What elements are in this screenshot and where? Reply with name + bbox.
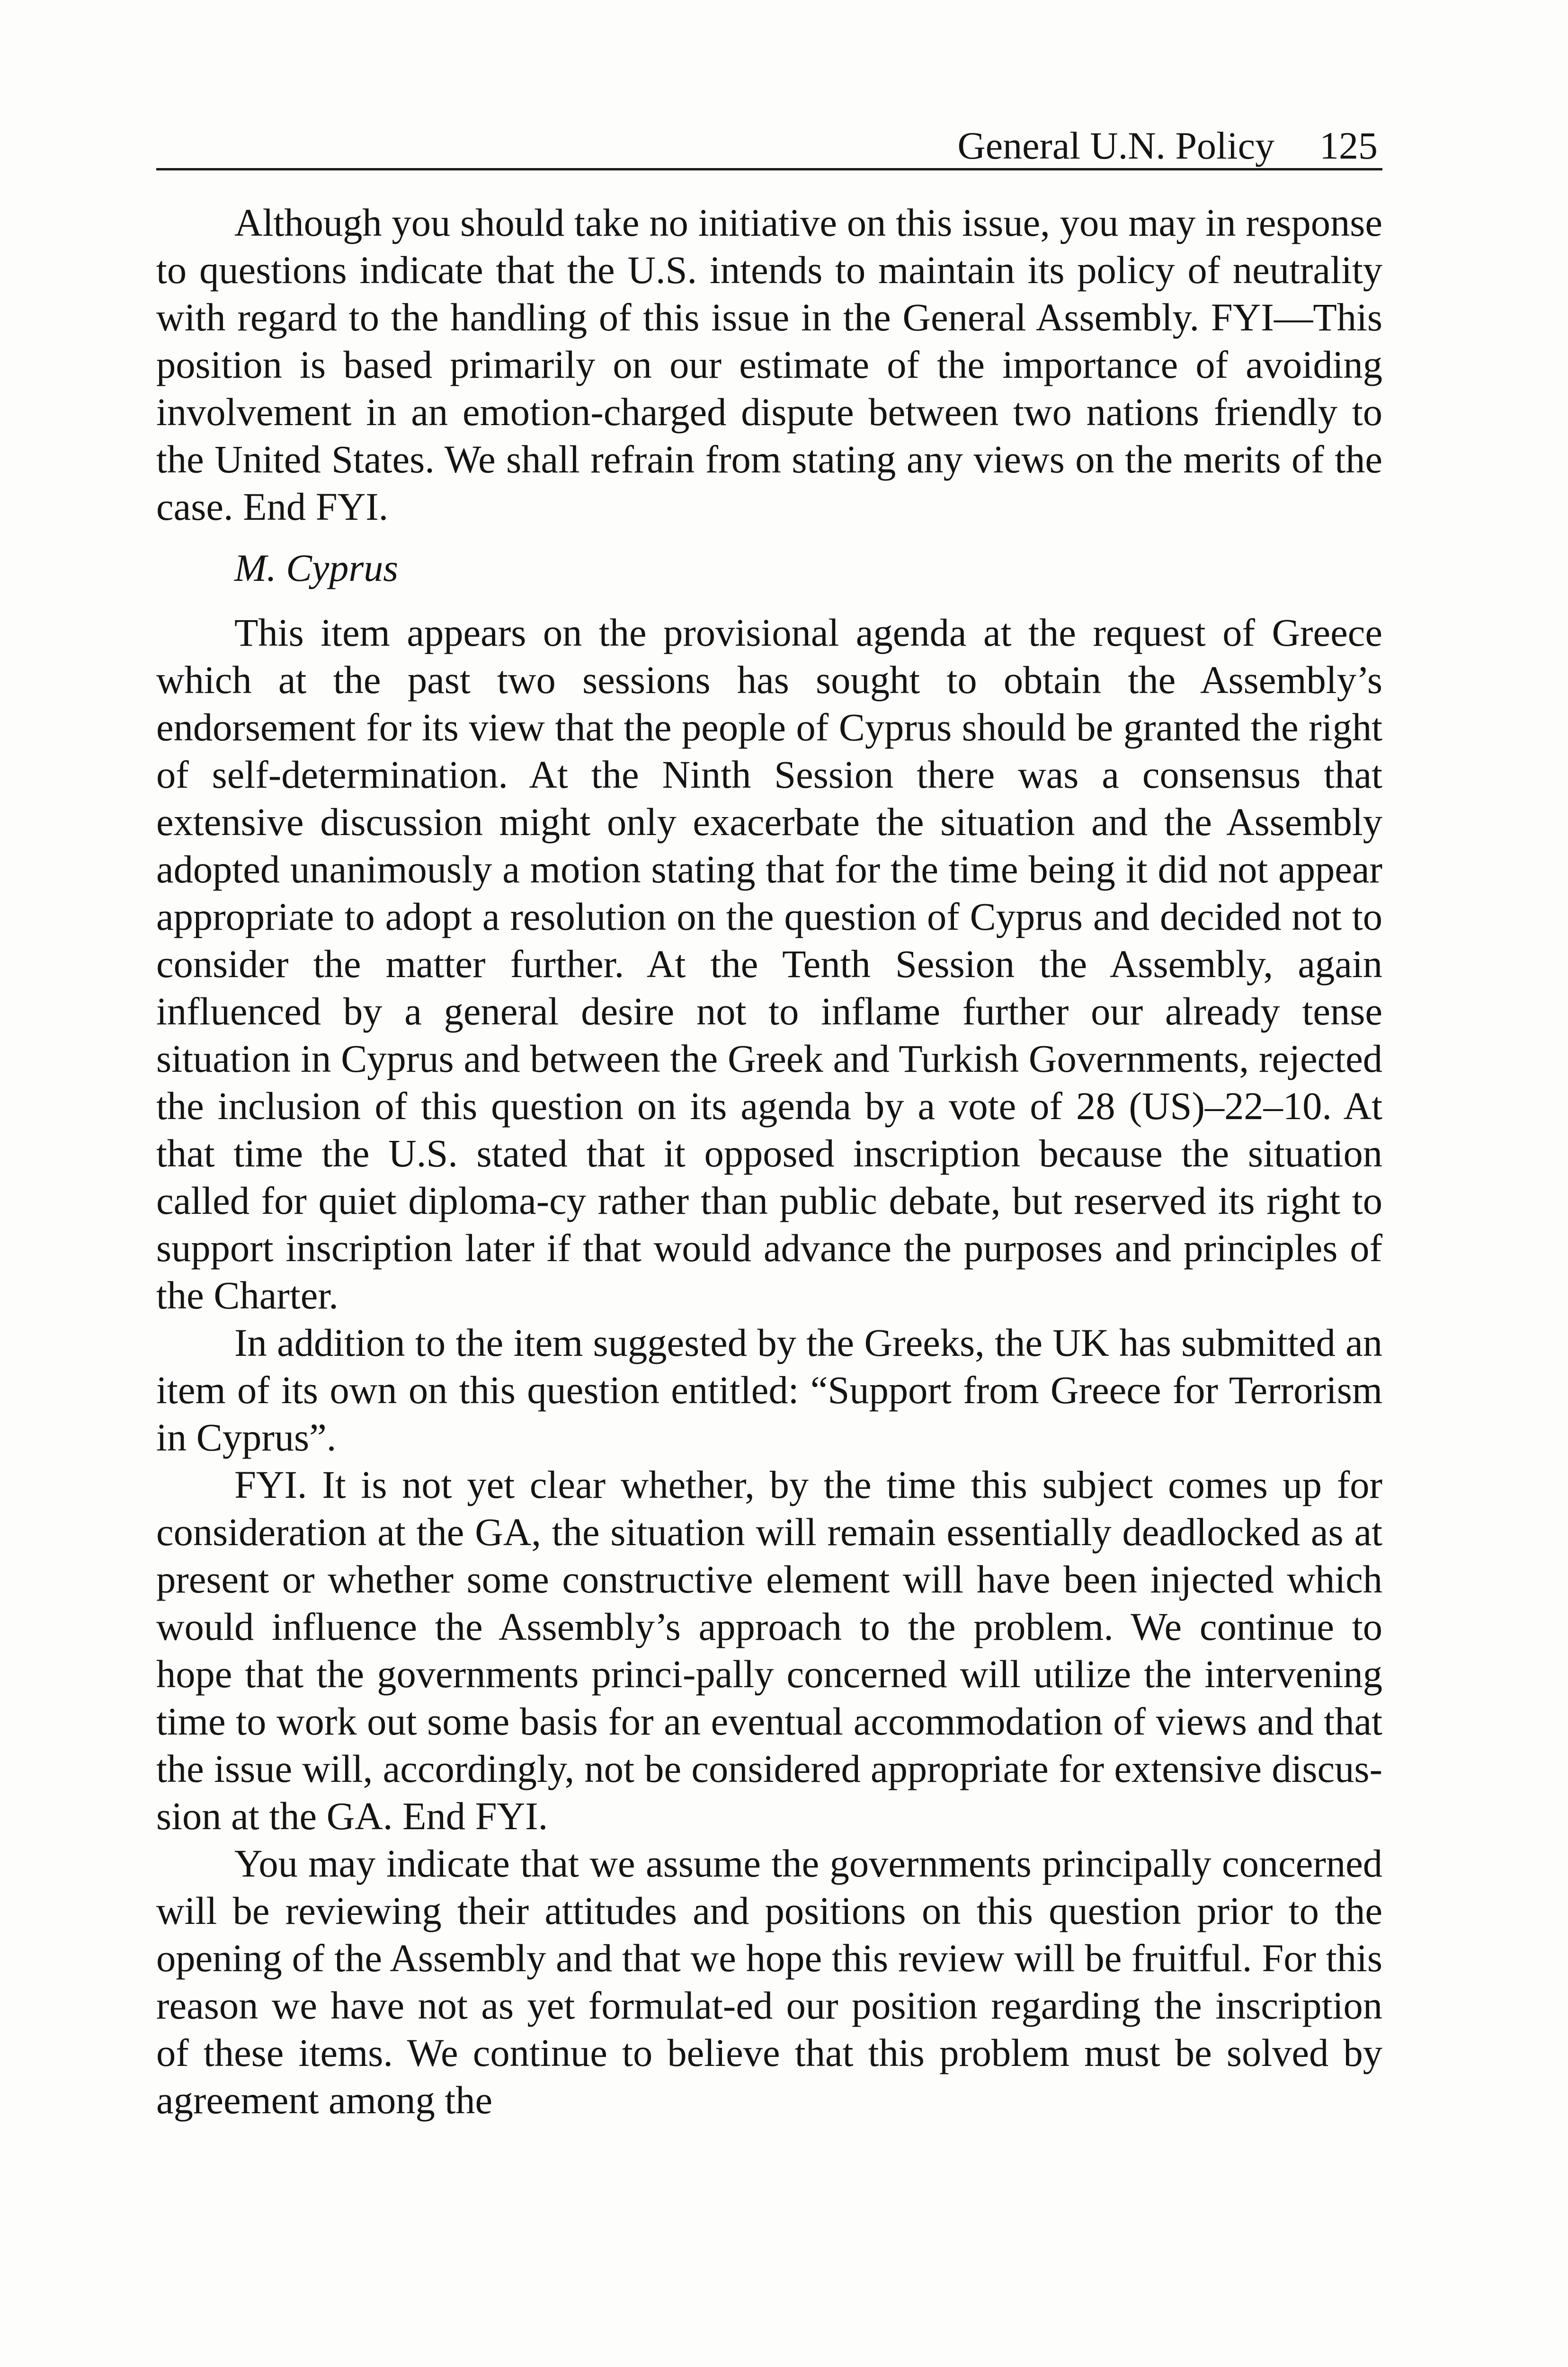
paragraph-fyi: FYI. It is not yet clear whether, by the time this subject comes up for consideration at the GA, the situation will remain essentially deadlocked as at present or whether some constructive element will have been injected which would influence the Assembly’s approach to the problem. We continue to hope that the governments princi-pally concerned will utilize the intervening time to work out some basis for an eventual accommodation of views and that the issue will, accordingly, not be considered appropriate for extensive discus-sion at the GA. End FYI. xyxy=(156,1463,1382,1838)
paragraph-neutrality: Although you should take no initiative on this issue, you may in response to questions indicate that the U.S. intends to maintain its policy of neutrality with regard to the handling of this issue in the General Assembly. FYI—This position is based primarily on our estimate of the importance of avoiding involvement in an emotion-charged dispute between two nations friendly to the United States. We shall refrain from stating any views on the merits of the case. End FYI. xyxy=(156,201,1382,528)
section-heading-cyprus: M. Cyprus xyxy=(234,546,399,589)
running-header xyxy=(156,118,1382,170)
body-text xyxy=(156,199,1382,2124)
paragraph-uk-item: In addition to the item suggested by the Greeks, the UK has submitted an item of its own on this question entitled: “Support from Greece for Terrorism in Cyprus”. xyxy=(156,1321,1382,1459)
paragraph-position: You may indicate that we assume the governments principally concerned will be reviewing their attitudes and positions on this question prior to the opening of the Assembly and that we hope this review will be fruitful. For this reason we have not as yet formulat-ed our position regarding the inscription of these items. We continue to believe that this problem must be solved by agreement among the xyxy=(156,1842,1382,2122)
paragraph-cyprus-agenda: This item appears on the provisional agenda at the request of Greece which at the past two sessions has sought to obtain the Assembly’s endorsement for its view that the people of Cyprus should be granted the right of self-determination. At the Ninth Session there was a consensus that extensive discussion might only exacerbate the situation and the Assembly adopted unanimously a motion stating that for the time being it did not appear appropriate to adopt a resolution on the question of Cyprus and decided not to consider the matter further. At the Tenth Session the Assembly, again influenced by a general desire not to inflame further our already tense situation in Cyprus and between the Greek and Turkish Governments, rejected the inclusion of this question on its agenda by a vote of 28 (US)–22–10. At that time the U.S. stated that it opposed inscription because the situation called for quiet diploma-cy rather than public debate, but reserved its right to support inscription later if that would advance the purposes and principles of the Charter. xyxy=(156,611,1382,1317)
running-title: General U.N. Policy xyxy=(957,124,1274,167)
page-number: 125 xyxy=(1319,124,1378,167)
